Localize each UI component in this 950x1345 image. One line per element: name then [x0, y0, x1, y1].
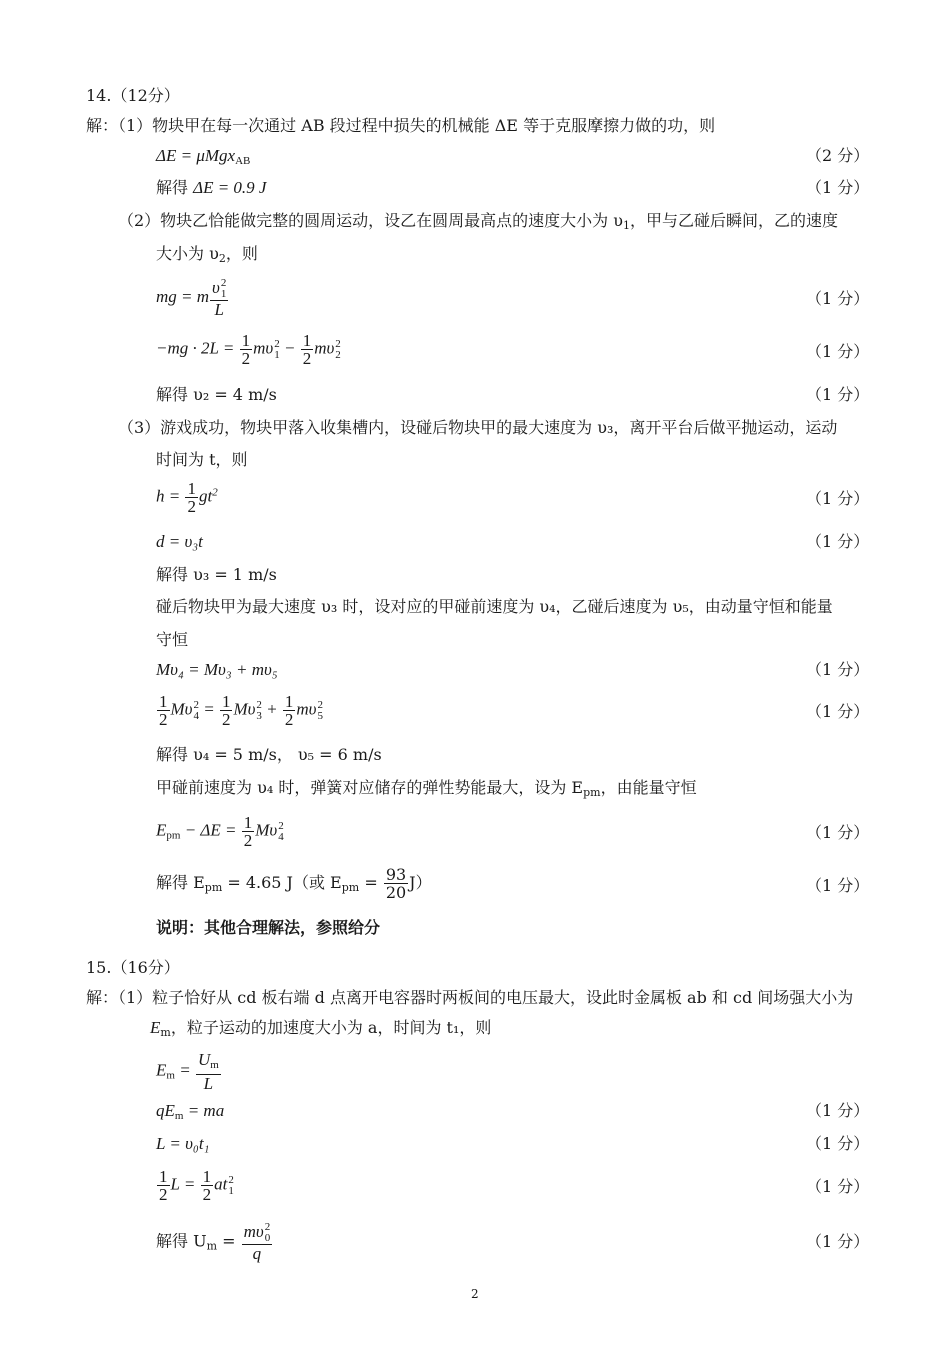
- q15-header: 15.（16分）: [86, 958, 180, 977]
- q15-part1-intro-line2: $E_m$，粒子运动的加速度大小为 a，时间为 t₁，则: [150, 1018, 492, 1039]
- q14-eq-energy-loss: ΔE = μMgx$_{AB}$: [156, 146, 251, 167]
- q14-eq-distance: d = υ₃t: [156, 532, 203, 551]
- q15-result1-points: （1 分）: [806, 1232, 870, 1251]
- q14-result4: 解得 υ₄ = 5 m/s， υ₅ = 6 m/s: [156, 745, 382, 764]
- q15-eq-length: L = υ₀t₁: [156, 1134, 210, 1153]
- q15-eq2-points: （1 分）: [806, 1101, 870, 1120]
- q14-result5-points: （1 分）: [806, 876, 870, 895]
- q14-result1: 解得 ΔE = 0.9 J: [156, 178, 267, 197]
- q14-eq-spring-energy: $E_{pm} - \Delta E$ = $\frac{1}{2}$ Mυ 2 4: [156, 813, 284, 850]
- q14-eq-kinetic: $\frac{1}{2}$ Mυ 2 4 = $\frac{1}{2}$ Mυ 2 3 + $\frac{1}{2}$ mυ 2 5: [159, 692, 323, 729]
- q14-eq1-points: （2 分）: [806, 146, 870, 165]
- q15-eq-field-strength: $E_m$ = $\frac{U_m}{L}$: [156, 1050, 219, 1093]
- q14-eq7-points: （1 分）: [806, 702, 870, 721]
- q14-header: 14.（12分）: [86, 86, 180, 105]
- q14-result2: 解得 υ₂ = 4 m/s: [156, 385, 277, 404]
- q14-part3-intro-line2: 时间为 t，则: [156, 450, 248, 469]
- q14-eq4-points: （1 分）: [806, 489, 870, 508]
- q14-result2-points: （1 分）: [806, 385, 870, 404]
- q14-note: 说明：其他合理解法，参照给分: [156, 918, 381, 937]
- q14-part1-intro: 解：（1）物块甲在每一次通过 AB 段过程中损失的机械能 ΔE 等于克服摩擦力做的功，则: [86, 116, 716, 135]
- q14-eq2-points: （1 分）: [806, 289, 870, 308]
- page-number: 2: [471, 1287, 479, 1301]
- q14-eq-energy-circle: −mg · 2L = $\frac{1}{2}$ mυ 2 1 − $\frac{1}{2}$ mυ 2 2: [156, 331, 341, 368]
- q15-result1: 解得 $U_m$ = mυ 2 0 q: [156, 1221, 271, 1263]
- q14-part2-intro-line1: （2）物块乙恰能做完整的圆周运动，设乙在圆周最高点的速度大小为 $\upsilon_1$，甲与乙碰后瞬间，乙的速度: [118, 211, 839, 232]
- q14-part3-mid-line2: 守恒: [156, 630, 189, 649]
- q15-part1-intro-line1: 解：（1）粒子恰好从 cd 板右端 d 点离开电容器时两板间的电压最大，设此时金属板 ab 和 cd 间场强大小为: [86, 988, 854, 1007]
- q15-eq-displacement: $\frac{1}{2}$ L = $\frac{1}{2}$ at 2 1: [159, 1167, 234, 1204]
- q14-part3-intro-line1: （3）游戏成功，物块甲落入收集槽内，设碰后物块甲的最大速度为 υ₃，离开平台后做平抛运动，运动: [118, 418, 838, 437]
- q14-eq3-points: （1 分）: [806, 342, 870, 361]
- q14-eq-momentum: Mυ₄ = Mυ₃ + mυ₅: [156, 660, 278, 679]
- q14-eq-fall-height: h = $\frac{1}{2}$ $gt^2$: [156, 479, 218, 516]
- q14-eq-centripetal: mg = m υ 2 1 L: [156, 277, 227, 319]
- q14-eq5-points: （1 分）: [806, 532, 870, 551]
- q15-eq3-points: （1 分）: [806, 1134, 870, 1153]
- q14-part2-intro-line2: 大小为 $\upsilon_2$，则: [156, 244, 258, 265]
- q14-result3: 解得 υ₃ = 1 m/s: [156, 565, 277, 584]
- q14-part3-mid-line1: 碰后物块甲为最大速度 υ₃ 时，设对应的甲碰前速度为 υ₄，乙碰后速度为 υ₅，由动量守恒和能量: [156, 597, 833, 616]
- q14-result1-points: （1 分）: [806, 178, 870, 197]
- q15-eq4-points: （1 分）: [806, 1177, 870, 1196]
- q15-eq-force: $qE_m$ = ma: [156, 1101, 225, 1122]
- q14-eq8-points: （1 分）: [806, 823, 870, 842]
- q14-eq6-points: （1 分）: [806, 660, 870, 679]
- q14-result5: 解得 $E_{pm} = 4.65$ J（或 $E_{pm}$ = $\frac{93}{20}$ J）: [156, 865, 432, 902]
- q14-spring-statement: 甲碰前速度为 υ₄ 时，弹簧对应储存的弹性势能最大，设为 $E_{pm}$，由能量守恒: [156, 778, 697, 799]
